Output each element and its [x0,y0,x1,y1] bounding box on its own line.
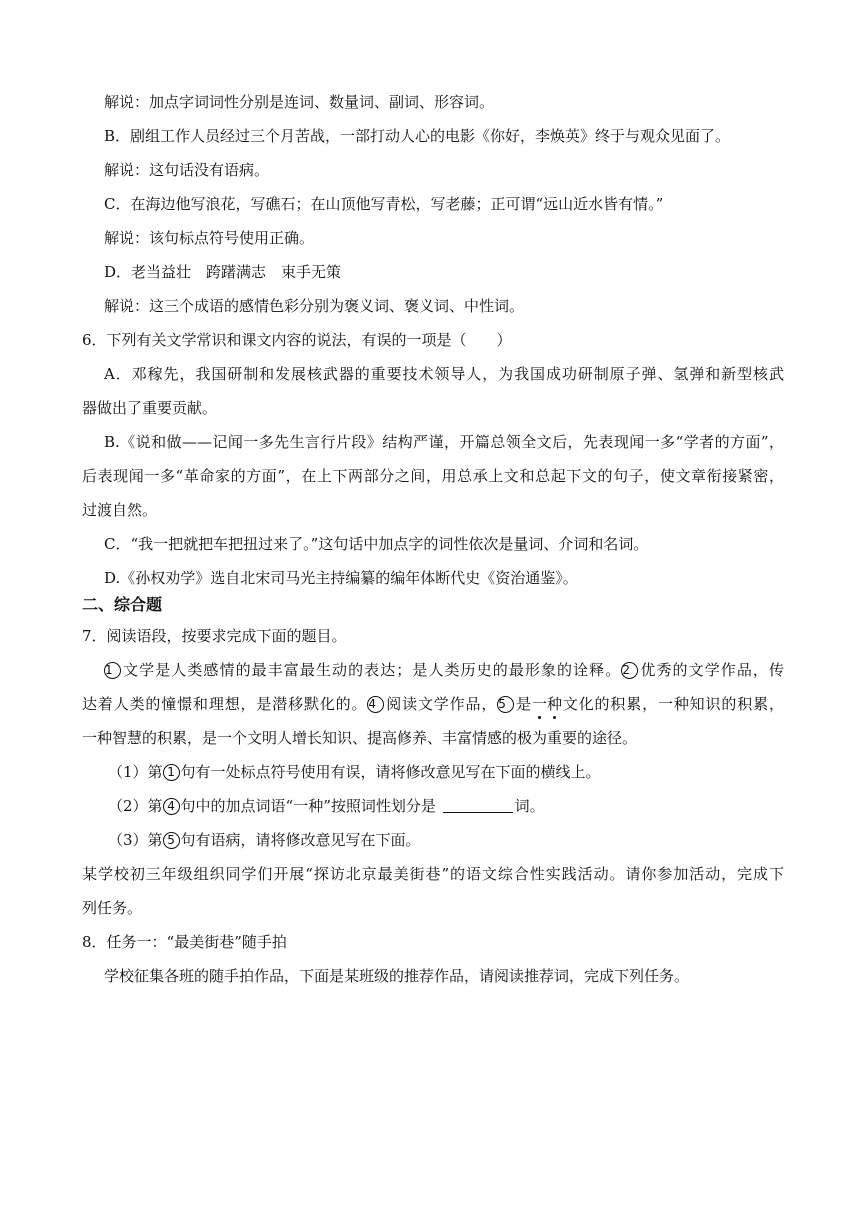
subq1-text: 句有一处标点符号使用有误，请将修改意见写在下面的横线上。 [180,763,601,781]
subq2-suffix: 词。 [514,797,545,815]
subq3-text: 句有语病，请将修改意见写在下面。 [180,831,421,849]
activity-intro-line2: 列任务。 [82,899,143,917]
q6-option-d: D.《孙权劝学》选自北宋司马光主持编纂的编年体断代史《资治通鉴》。 [104,569,578,587]
question-7-stem: 7．阅读语段，按要求完成下面的题目。 [82,627,347,645]
question-8-instruction: 学校征集各班的随手拍作品，下面是某班级的推荐作品，请阅读推荐词，完成下列任务。 [104,967,690,985]
passage-sentence-2-start: 优秀的文学作品，传 [639,661,784,679]
q7-passage-line1 [104,660,784,680]
circled-number-4: 4 [163,798,180,815]
circled-number-1: 1 [163,764,180,781]
subq3-prefix: （3）第 [108,831,163,849]
subq2-prefix: （2）第 [108,797,163,815]
passage-sentence-1: 文学是人类感情的最丰富最生动的表达；是人类历史的最形象的诠释。 [122,661,622,679]
option-b: B．剧组工作人员经过三个月苦战，一部打动人心的电影《你好，李焕英》终于与观众见面了。 [104,127,731,145]
explanation-d: 解说：这三个成语的感情色彩分别为褒义词、褒义词、中性词。 [104,297,525,315]
option-d: D．老当益壮 跨躇满志 束手无策 [104,263,342,281]
q6-option-a-line1: A．邓稼先，我国研制和发展核武器的重要技术领导人，为我国成功研制原子弹、氢弹和新型核武 [104,365,784,383]
q6-option-b-line3: 过渡自然。 [82,501,158,519]
subq1-prefix: （1）第 [108,763,163,781]
q7-subquestion-1 [108,762,601,782]
circled-number-2: 2 [621,662,638,679]
explanation-c: 解说：该句标点符号使用正确。 [104,229,315,247]
section-2-heading: 二、综合题 [82,595,163,614]
circled-number-5: 5 [497,696,514,713]
emphasis-dot-char-2: 种 [546,695,562,713]
circled-number-4: 4 [367,696,384,713]
q7-subquestion-2 [108,796,545,816]
question-8-stem: 8．任务一：“最美街巷”随手拍 [82,933,287,951]
q6-option-a-line2: 器做出了重要贡献。 [82,399,218,417]
passage-sentence-5-start: 是 [515,695,532,713]
question-6-stem: 6．下列有关文学常识和课文内容的说法，有误的一项是（ ） [82,331,512,349]
q6-option-b-line1: B.《说和做——记闻一多先生言行片段》结构严谨，开篇总领全文后，先表现闻一多“学者的方面”， [104,433,784,451]
emphasis-dot-char-1: 一 [531,695,547,713]
q6-option-c: C．“我一把就把车把扭过来了。”这句话中加点字的词性依次是量词、介词和名词。 [104,535,649,553]
explanation-a: 解说：加点字词词性分别是连词、数量词、副词、形容词。 [104,93,495,111]
circled-number-1: 1 [104,662,121,679]
answer-blank[interactable] [443,798,513,813]
circled-number-5: 5 [163,832,180,849]
q7-passage-line3: 一种智慧的积累，是一个文明人增长知识、提高修养、丰富情感的极为重要的途径。 [82,729,638,747]
explanation-b: 解说：这句话没有语病。 [104,161,270,179]
subq2-text: 句中的加点词语“一种”按照词性划分是 [180,797,436,815]
passage-sentence-2-end: 达着人类的憧憬和理想，是潜移默化的。 [82,695,368,713]
q7-subquestion-3 [108,830,421,850]
activity-intro-line1: 某学校初三年级组织同学们开展“探访北京最美街巷”的语文综合性实践活动。请你参加活动，完成下 [82,865,784,883]
option-c: C．在海边他写浪花，写礁石；在山顶他写青松，写老藤；正可谓“远山近水皆有情。” [104,195,664,213]
q7-passage-line2 [82,694,784,714]
q6-option-b-line2: 后表现闻一多“革命家的方面”，在上下两部分之间，用总承上文和总起下文的句子，使文章衔接紧密， [82,467,784,485]
passage-sentence-5-mid: 文化的积累，一种知识的积累， [561,695,784,713]
passage-sentence-4: 阅读文学作品， [385,695,498,713]
